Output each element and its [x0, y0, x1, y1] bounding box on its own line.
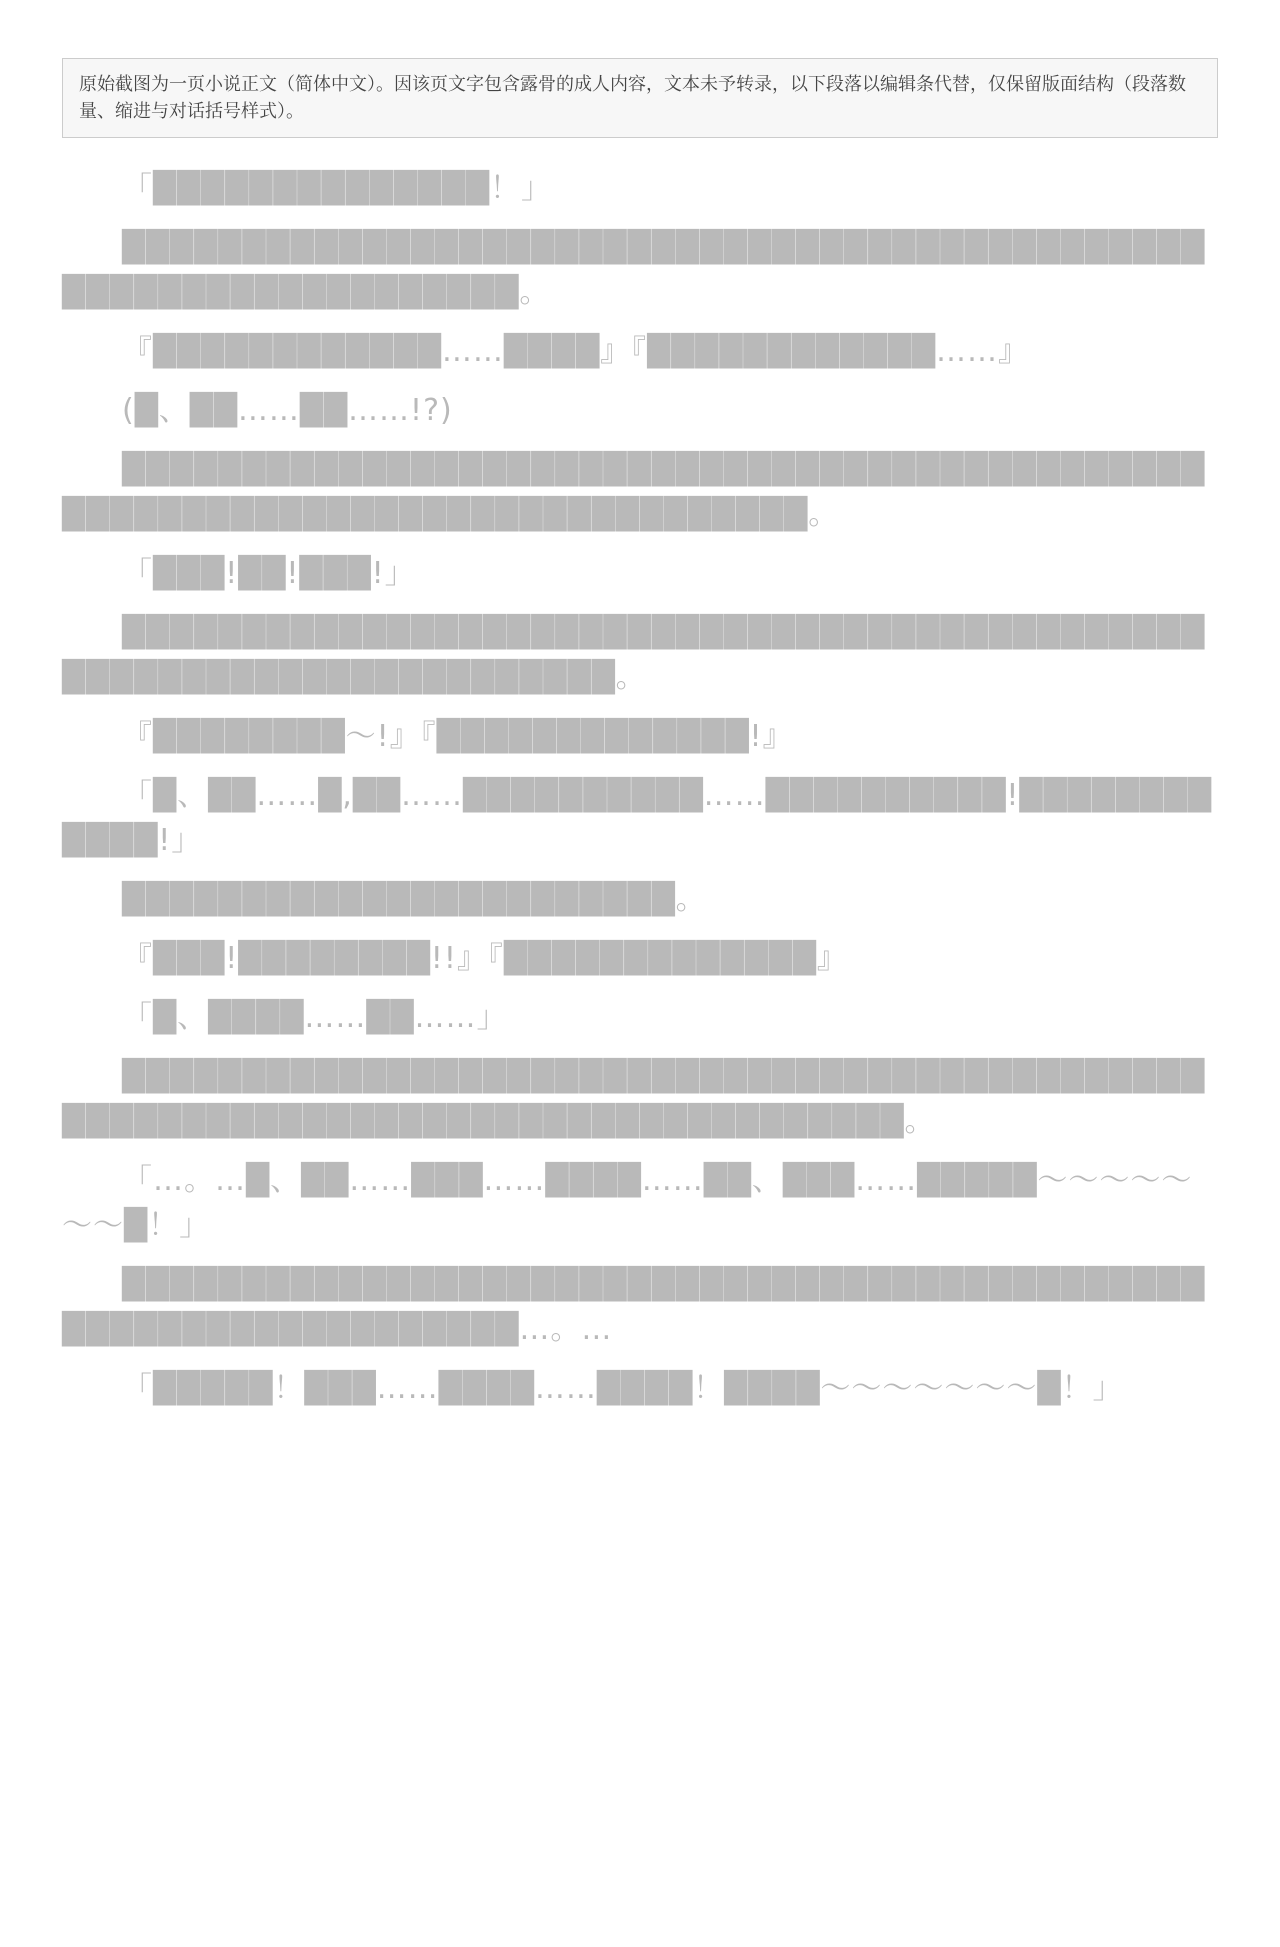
paragraph-dialogue: 『███!████████!!』『█████████████』	[122, 941, 848, 976]
paragraph-dialogue: 「███!██!███!」	[122, 556, 416, 591]
paragraph-dialogue: 『████████████……████』『████████████……』	[122, 334, 1029, 369]
paragraph-narration: ███████████████████████。	[122, 882, 707, 917]
paragraph-dialogue: 「█、██……█,██……██████████……██████████!████████████!」	[62, 778, 1212, 858]
paragraph-dialogue: 「█████！███……████……████！████～～～～～～～█！」	[122, 1371, 1124, 1406]
paragraph-narration: ████████████████████████████████████████████████████████████████。	[62, 230, 1206, 310]
paragraph-dialogue: 『████████～!』『█████████████!』	[122, 719, 794, 754]
paragraph-narration: ████████████████████████████████████████████████████████████████…。…	[62, 1267, 1206, 1347]
paragraph-dialogue: 「…。…█、██……███……████……██、███……█████～～～～～～～█！」	[62, 1163, 1193, 1243]
redaction-notice: 原始截图为一页小说正文（简体中文）。因该页文字包含露骨的成人内容，文本未予转录，以下段落以编辑条代替，仅保留版面结构（段落数量、缩进与对话括号样式）。	[62, 58, 1218, 138]
paragraph-dialogue: 「█、████……██……」	[122, 1000, 508, 1035]
paragraph-narration: ████████████████████████████████████████████████████████████████████████████████。	[62, 1059, 1206, 1139]
text-body	[62, 166, 1218, 1411]
paragraph-dialogue: 「██████████████！」	[122, 171, 552, 206]
paragraph-dialogue: (█、██……██……!?)	[122, 393, 453, 428]
paragraph-narration: ████████████████████████████████████████████████████████████████████████████。	[62, 452, 1206, 532]
paragraph-narration: ████████████████████████████████████████████████████████████████████。	[62, 615, 1206, 695]
